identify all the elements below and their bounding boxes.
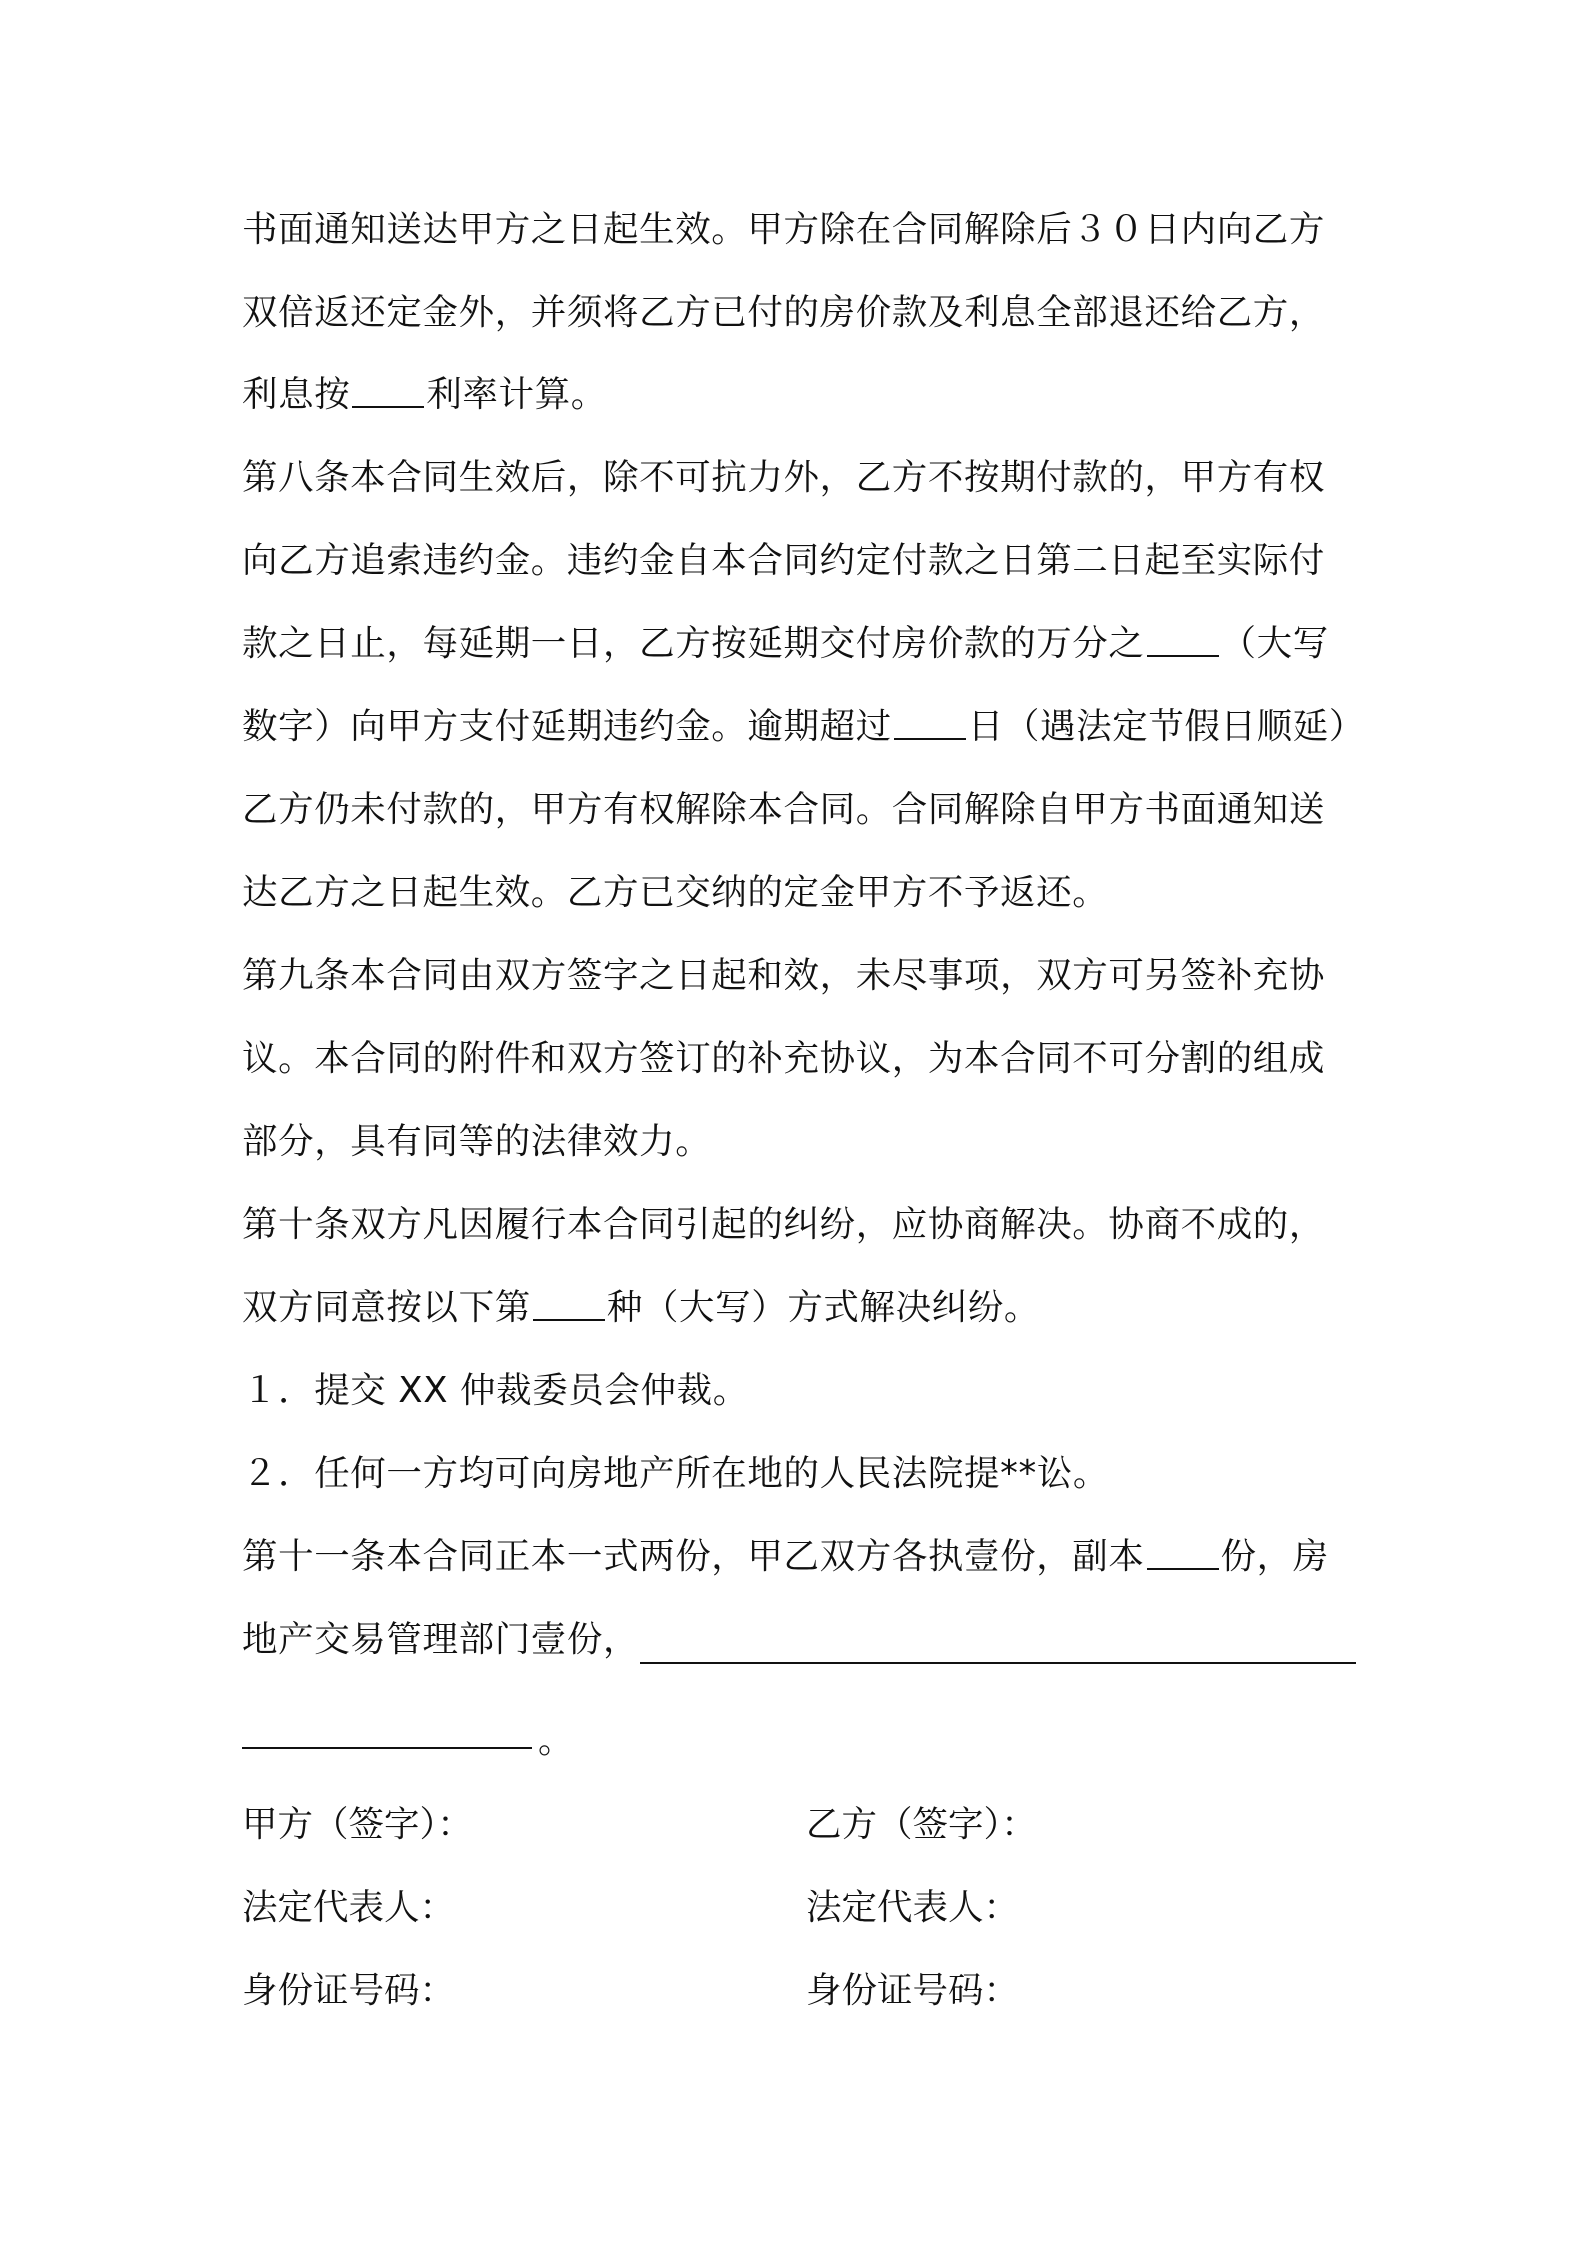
line-text: 数字）向甲方支付延期违约金。逾期超过 bbox=[242, 706, 892, 747]
fill-in-blank bbox=[533, 1319, 605, 1321]
ending-mark: 。 bbox=[538, 1720, 574, 1761]
line-text: 第十一条本合同正本一式两份，甲乙双方各执壹份，副本 bbox=[242, 1536, 1145, 1577]
line-text: 种（大写）方式解决纠纷。 bbox=[606, 1287, 1041, 1328]
party-a-id-label: 身份证号码： bbox=[242, 1970, 456, 2011]
line-text: 部分，具有同等的法律效力。 bbox=[242, 1121, 712, 1162]
fill-in-blank bbox=[352, 406, 424, 408]
fill-in-blank bbox=[894, 738, 966, 740]
fill-in-blank bbox=[1147, 1568, 1219, 1570]
fill-in-underline bbox=[242, 1747, 532, 1749]
text-line bbox=[242, 868, 1362, 918]
party-a-representative-label: 法定代表人： bbox=[242, 1887, 456, 1928]
line-text: 利息按 bbox=[242, 374, 351, 415]
line-text: 双倍返还定金外，并须将乙方已付的房价款及利息全部退还给乙方， bbox=[242, 292, 1326, 333]
line-text: １．提交 XX 仲裁委员会仲裁。 bbox=[242, 1370, 749, 1411]
line-text: 达乙方之日起生效。乙方已交纳的定金甲方不予返还。 bbox=[242, 872, 1109, 913]
text-line bbox=[242, 288, 1362, 338]
text-line bbox=[242, 205, 1362, 255]
text-line bbox=[242, 702, 1365, 752]
text-line bbox=[242, 1117, 1362, 1167]
line-text: 地产交易管理部门壹份， bbox=[242, 1619, 640, 1660]
line-text: 向乙方追索违约金。违约金自本合同约定付款之日第二日起至实际付 bbox=[242, 540, 1326, 581]
text-line bbox=[242, 1615, 1362, 1665]
line-text: 日（遇法定节假日顺延） bbox=[967, 706, 1365, 747]
text-line bbox=[242, 536, 1362, 586]
text-line bbox=[242, 1283, 1362, 1333]
line-text: 第九条本合同由双方签字之日起和效，未尽事项，双方可另签补充协 bbox=[242, 955, 1326, 996]
text-line bbox=[242, 1200, 1362, 1250]
line-text: 第八条本合同生效后，除不可抗力外，乙方不按期付款的，甲方有权 bbox=[242, 457, 1326, 498]
line-text: 第十条双方凡因履行本合同引起的纠纷，应协商解决。协商不成的， bbox=[242, 1204, 1326, 1245]
text-line bbox=[242, 951, 1362, 1001]
party-b-signature-label: 乙方（签字）： bbox=[806, 1804, 1037, 1845]
line-text: 份，房 bbox=[1220, 1536, 1329, 1577]
line-text: （大写 bbox=[1220, 623, 1329, 664]
line-text: 利率计算。 bbox=[426, 374, 607, 415]
text-line bbox=[242, 370, 1362, 420]
fill-in-blank bbox=[1147, 655, 1219, 657]
party-a-signature-label: 甲方（签字）： bbox=[242, 1804, 473, 1845]
line-text: ２．任何一方均可向房地产所在地的人民法院提**讼。 bbox=[242, 1453, 1110, 1494]
text-line bbox=[242, 1449, 1362, 1499]
text-line bbox=[242, 1034, 1362, 1084]
text-line bbox=[242, 785, 1362, 835]
text-line bbox=[242, 1366, 1362, 1416]
text-line bbox=[242, 453, 1362, 503]
line-text: 款之日止，每延期一日，乙方按延期交付房价款的万分之 bbox=[242, 623, 1145, 664]
text-line bbox=[242, 619, 1362, 669]
line-text: 议。本合同的附件和双方签订的补充协议，为本合同不可分割的组成 bbox=[242, 1038, 1326, 1079]
fill-in-underline bbox=[640, 1662, 1356, 1664]
party-b-id-label: 身份证号码： bbox=[806, 1970, 1020, 2011]
text-line bbox=[242, 1532, 1362, 1582]
line-text: 书面通知送达甲方之日起生效。甲方除在合同解除后３０日内向乙方 bbox=[242, 209, 1326, 250]
party-b-representative-label: 法定代表人： bbox=[806, 1887, 1020, 1928]
line-text: 双方同意按以下第 bbox=[242, 1287, 531, 1328]
line-text: 乙方仍未付款的，甲方有权解除本合同。合同解除自甲方书面通知送 bbox=[242, 789, 1326, 830]
